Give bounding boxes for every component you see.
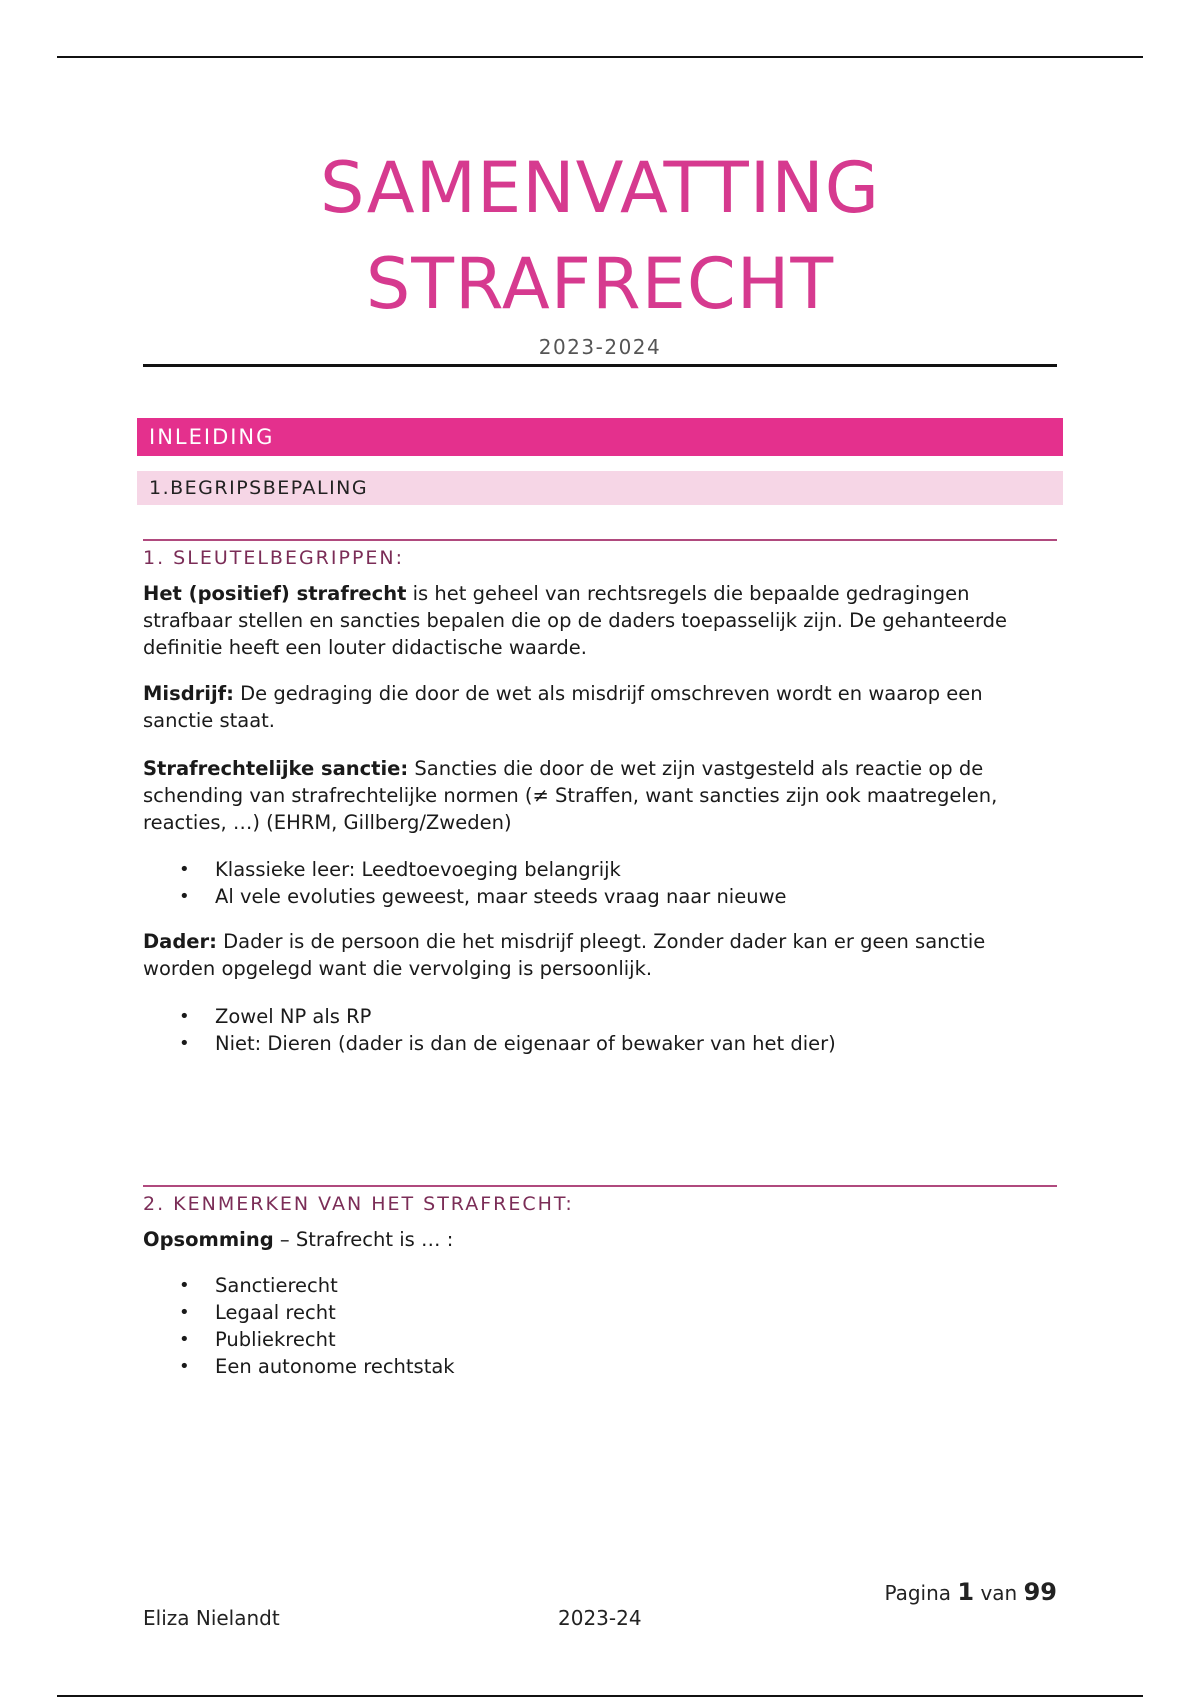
term-dader: Dader: (143, 930, 217, 953)
bullet-list-3 (143, 1272, 1057, 1380)
page-number: Pagina 1 van 99 (884, 1578, 1057, 1606)
list-item: • Niet: Dieren (dader is dan de eigenaar of bewaker van het dier) (179, 1032, 836, 1055)
list-item: • Klassieke leer: Leedtoevoeging belangrijk (179, 858, 621, 881)
subsection-heading-2: 2. KENMERKEN VAN HET STRAFRECHT: (143, 1185, 1057, 1215)
title-line-2: STRAFRECHT (365, 243, 835, 325)
text-strafrecht: is het geheel van rechtsregels die bepaalde gedragingen strafbaar stellen en sancties bepalen die op de daders toepasselijk zijn. De gehanteerde definitie heeft een louter didactische waarde. (143, 582, 1008, 659)
header-rule (57, 56, 1143, 58)
footer-year: 2023-24 (558, 1606, 642, 1630)
bullet-list-1 (143, 856, 1057, 910)
term-misdrijf: Misdrijf: (143, 682, 234, 705)
definition-misdrijf (143, 680, 1057, 734)
subsection-heading-1: 1. SLEUTELBEGRIPPEN: (143, 539, 1057, 569)
section-heading: 1.BEGRIPSBEPALING (137, 471, 1063, 505)
total-pages: 99 (1023, 1578, 1057, 1606)
list-item: • Al vele evoluties geweest, maar steeds vraag naar nieuwe (179, 885, 787, 908)
bullet-icon: • (179, 1356, 190, 1377)
text-dader: Dader is de persoon die het misdrijf pleegt. Zonder dader kan er geen sanctie worden opgelegd want die vervolging is persoonlijk. (143, 930, 986, 980)
list-item: • Publiekrecht (179, 1328, 336, 1351)
title-line-1: SAMENVATTING (319, 147, 880, 229)
term-sanctie: Strafrechtelijke sanctie: (143, 757, 409, 780)
title-rule (143, 364, 1057, 367)
text-opsomming: – Strafrecht is … : (273, 1228, 454, 1251)
definition-dader (143, 928, 1057, 982)
current-page: 1 (957, 1578, 975, 1606)
bullet-list-2 (143, 1003, 1057, 1057)
definition-sanctie (143, 755, 1057, 836)
document-title (143, 140, 1057, 332)
bullet-icon: • (179, 1302, 190, 1323)
list-item: • Legaal recht (179, 1301, 336, 1324)
list-item: • Sanctierecht (179, 1274, 338, 1297)
bullet-icon: • (179, 859, 190, 880)
text-misdrijf: De gedraging die door de wet als misdrijf omschreven wordt en waarop een sanctie staat. (143, 682, 983, 732)
bullet-icon: • (179, 1033, 190, 1054)
definition-strafrecht (143, 580, 1057, 661)
footer-author: Eliza Nielandt (143, 1606, 280, 1630)
text-sanctie: Sancties die door de wet zijn vastgesteld als reactie op de schending van strafrechtelijke normen (≠ Straffen, want sancties zijn ook maatregelen, reacties, …) (EHRM, Gillberg/Zweden) (143, 757, 998, 834)
list-item: • Zowel NP als RP (179, 1005, 372, 1028)
bullet-icon: • (179, 1329, 190, 1350)
term-opsomming: Opsomming (143, 1228, 274, 1251)
bullet-icon: • (179, 1006, 190, 1027)
footer-rule (57, 1695, 1143, 1697)
document-year: 2023-2024 (538, 335, 662, 359)
list-item: • Een autonome rechtstak (179, 1355, 455, 1378)
kenmerken-intro (143, 1226, 1057, 1253)
term-strafrecht: Het (positief) strafrecht (143, 582, 407, 605)
chapter-heading: INLEIDING (137, 418, 1063, 456)
bullet-icon: • (179, 1275, 190, 1296)
bullet-icon: • (179, 886, 190, 907)
